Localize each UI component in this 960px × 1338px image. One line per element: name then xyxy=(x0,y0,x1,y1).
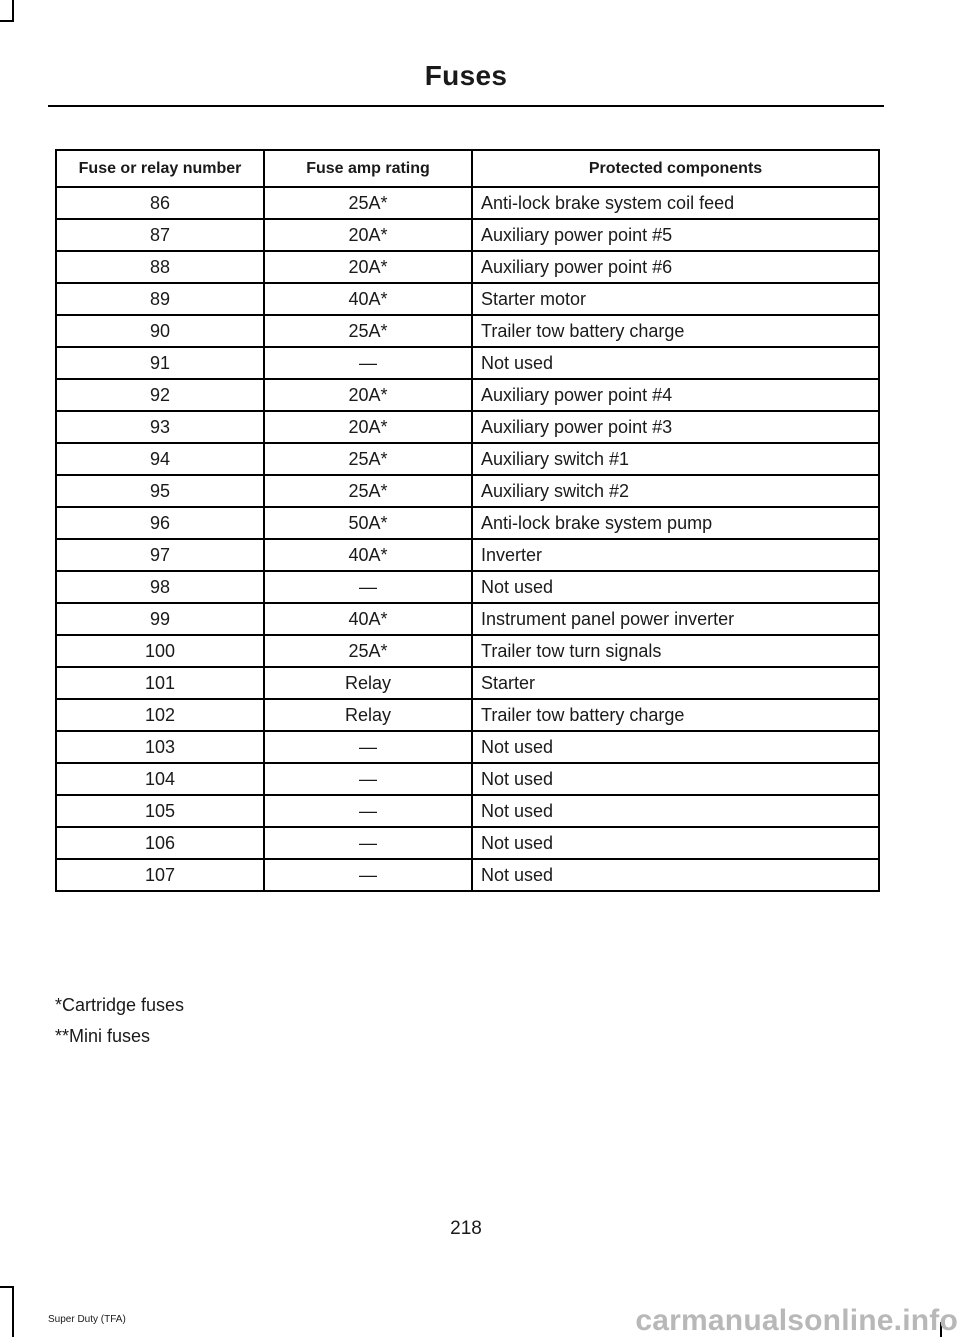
fuse-rating-cell: 20A* xyxy=(264,251,472,283)
page-title: Fuses xyxy=(424,60,508,91)
table-row xyxy=(56,603,879,635)
fuse-number-cell: 88 xyxy=(56,251,264,283)
table-row xyxy=(56,667,879,699)
fuse-rating-cell: 25A* xyxy=(264,187,472,219)
fuse-number-cell: 100 xyxy=(56,635,264,667)
fuse-rating-cell: — xyxy=(264,827,472,859)
column-header-components: Protected components xyxy=(472,150,879,187)
table-row xyxy=(56,635,879,667)
protected-component-cell: Not used xyxy=(472,347,879,379)
table-row xyxy=(56,571,879,603)
footnote-cartridge: *Cartridge fuses xyxy=(55,995,185,1015)
fuse-rating-cell: 40A* xyxy=(264,539,472,571)
protected-component-cell: Not used xyxy=(472,731,879,763)
table-row xyxy=(56,251,879,283)
protected-component-cell: Not used xyxy=(472,795,879,827)
fuse-rating-cell: — xyxy=(264,763,472,795)
fuse-rating-cell: 25A* xyxy=(264,443,472,475)
fuse-number-cell: 86 xyxy=(56,187,264,219)
protected-component-cell: Auxiliary switch #2 xyxy=(472,475,879,507)
table-header-row xyxy=(56,150,879,187)
fuse-rating-cell: 50A* xyxy=(264,507,472,539)
protected-component-cell: Trailer tow turn signals xyxy=(472,635,879,667)
fuse-rating-cell: — xyxy=(264,347,472,379)
protected-component-cell: Auxiliary switch #1 xyxy=(472,443,879,475)
protected-component-cell: Auxiliary power point #5 xyxy=(472,219,879,251)
fuse-number-cell: 99 xyxy=(56,603,264,635)
protected-component-cell: Starter xyxy=(472,667,879,699)
table-row xyxy=(56,283,879,315)
protected-component-cell: Not used xyxy=(472,763,879,795)
fuse-number-cell: 103 xyxy=(56,731,264,763)
fuse-rating-cell: 20A* xyxy=(264,411,472,443)
fuse-number-cell: 90 xyxy=(56,315,264,347)
fuse-rating-cell: 25A* xyxy=(264,475,472,507)
protected-component-cell: Auxiliary power point #6 xyxy=(472,251,879,283)
table-row xyxy=(56,795,879,827)
fuse-table xyxy=(55,149,880,892)
crop-mark-top-left xyxy=(12,0,14,20)
fuse-rating-cell: 40A* xyxy=(264,283,472,315)
fuse-rating-cell: 25A* xyxy=(264,635,472,667)
protected-component-cell: Starter motor xyxy=(472,283,879,315)
table-row xyxy=(56,347,879,379)
fuse-number-cell: 89 xyxy=(56,283,264,315)
fuse-rating-cell: — xyxy=(264,571,472,603)
fuse-number-cell: 93 xyxy=(56,411,264,443)
table-row xyxy=(56,187,879,219)
protected-component-cell: Trailer tow battery charge xyxy=(472,315,879,347)
protected-component-cell: Auxiliary power point #3 xyxy=(472,411,879,443)
protected-component-cell: Not used xyxy=(472,827,879,859)
watermark: carmanualsonline.info xyxy=(635,1304,958,1337)
fuse-number-cell: 87 xyxy=(56,219,264,251)
fuse-number-cell: 101 xyxy=(56,667,264,699)
table-row xyxy=(56,507,879,539)
fuse-rating-cell: 40A* xyxy=(264,603,472,635)
crop-mark-bottom-left xyxy=(12,1286,14,1337)
fuse-rating-cell: 25A* xyxy=(264,315,472,347)
fuse-number-cell: 98 xyxy=(56,571,264,603)
protected-component-cell: Auxiliary power point #4 xyxy=(472,379,879,411)
column-header-rating: Fuse amp rating xyxy=(264,150,472,187)
fuse-rating-cell: — xyxy=(264,731,472,763)
table-row xyxy=(56,411,879,443)
footnote-mini: **Mini fuses xyxy=(55,1026,151,1046)
protected-component-cell: Trailer tow battery charge xyxy=(472,699,879,731)
table-row xyxy=(56,539,879,571)
fuse-rating-cell: 20A* xyxy=(264,379,472,411)
table-row xyxy=(56,219,879,251)
fuse-number-cell: 97 xyxy=(56,539,264,571)
fuse-number-cell: 96 xyxy=(56,507,264,539)
protected-component-cell: Instrument panel power inverter xyxy=(472,603,879,635)
fuse-number-cell: 105 xyxy=(56,795,264,827)
fuse-number-cell: 102 xyxy=(56,699,264,731)
table-row xyxy=(56,443,879,475)
page-number: 218 xyxy=(450,1218,482,1239)
fuse-rating-cell: 20A* xyxy=(264,219,472,251)
table-row xyxy=(56,763,879,795)
title-divider xyxy=(48,105,884,107)
footer-label: Super Duty (TFA) xyxy=(48,1314,126,1325)
fuse-number-cell: 106 xyxy=(56,827,264,859)
fuse-number-cell: 107 xyxy=(56,859,264,891)
fuse-rating-cell: Relay xyxy=(264,699,472,731)
fuse-rating-cell: Relay xyxy=(264,667,472,699)
table-body xyxy=(56,187,879,891)
fuse-number-cell: 95 xyxy=(56,475,264,507)
table-row xyxy=(56,475,879,507)
protected-component-cell: Anti-lock brake system pump xyxy=(472,507,879,539)
fuse-number-cell: 104 xyxy=(56,763,264,795)
column-header-number: Fuse or relay number xyxy=(56,150,264,187)
table-row xyxy=(56,827,879,859)
fuse-number-cell: 94 xyxy=(56,443,264,475)
table-row xyxy=(56,859,879,891)
crop-mark-bottom-left-h xyxy=(0,1286,14,1288)
table-row xyxy=(56,315,879,347)
fuse-rating-cell: — xyxy=(264,859,472,891)
protected-component-cell: Not used xyxy=(472,859,879,891)
table-row xyxy=(56,379,879,411)
fuse-number-cell: 91 xyxy=(56,347,264,379)
protected-component-cell: Not used xyxy=(472,571,879,603)
crop-mark-top-left-h xyxy=(0,20,14,22)
fuse-number-cell: 92 xyxy=(56,379,264,411)
protected-component-cell: Inverter xyxy=(472,539,879,571)
fuse-rating-cell: — xyxy=(264,795,472,827)
table-row xyxy=(56,731,879,763)
protected-component-cell: Anti-lock brake system coil feed xyxy=(472,187,879,219)
table-row xyxy=(56,699,879,731)
